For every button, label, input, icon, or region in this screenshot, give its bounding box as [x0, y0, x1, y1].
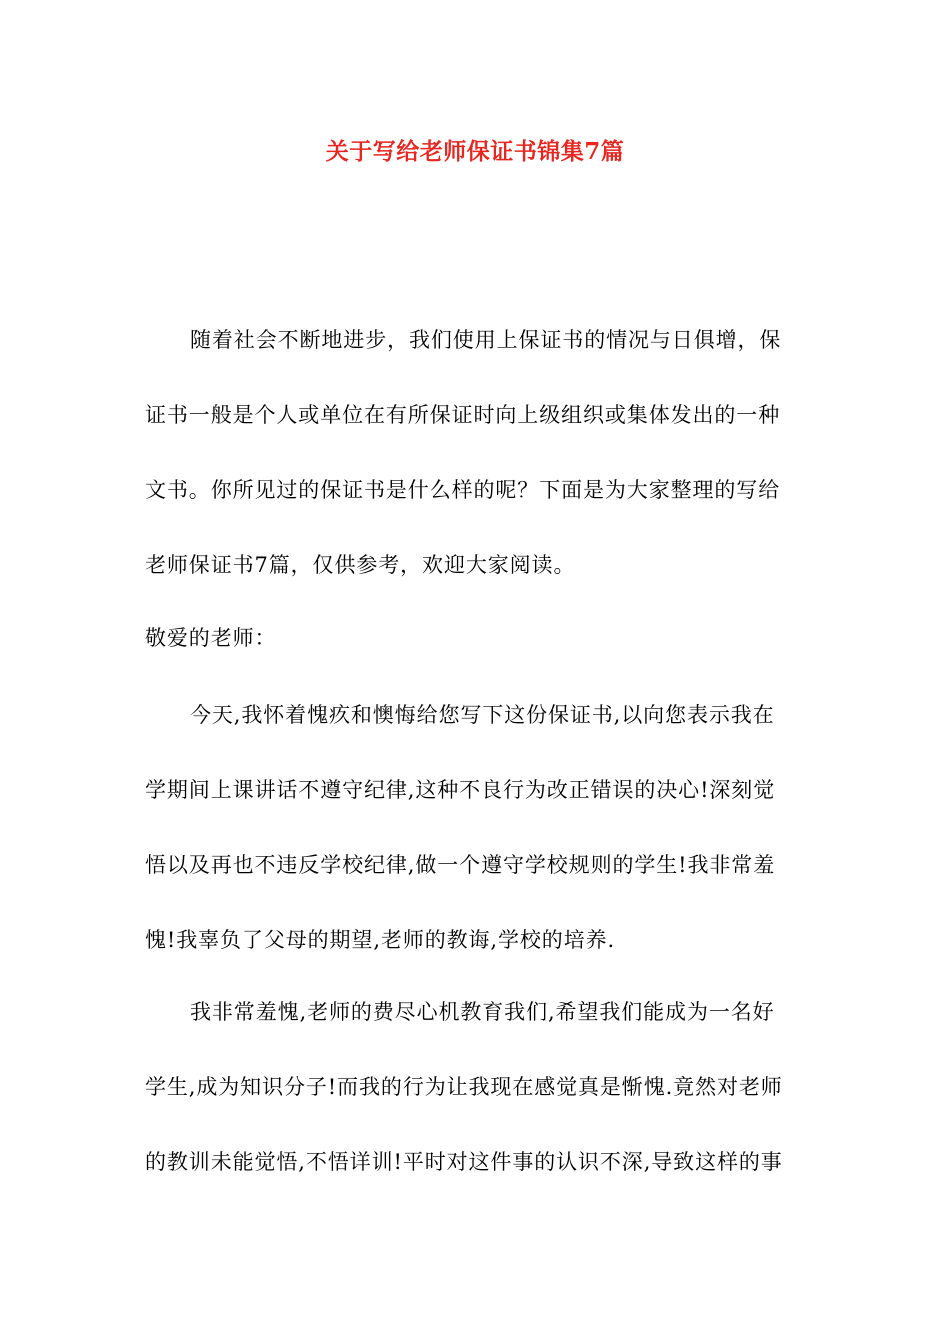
paragraph-line: 文书。你所见过的保证书是什么样的呢？下面是为大家整理的写给 — [145, 478, 781, 502]
paragraph-line: 学生,成为知识分子!而我的行为让我现在感觉真是惭愧.竟然对老师 — [145, 1075, 783, 1099]
document-title: 关于写给老师保证书锦集7篇 — [325, 138, 625, 165]
paragraph-line: 我非常羞愧,老师的费尽心机教育我们,希望我们能成为一名好 — [190, 1000, 775, 1024]
paragraph-line: 随着社会不断地进步，我们使用上保证书的情况与日俱增，保 — [190, 328, 782, 352]
paragraph-line: 证书一般是个人或单位在有所保证时向上级组织或集体发出的一种 — [145, 403, 781, 427]
paragraph-line: 老师保证书7篇，仅供参考，欢迎大家阅读。 — [145, 553, 576, 577]
paragraph-line: 学期间上课讲话不遵守纪律,这种不良行为改正错误的决心!深刻觉 — [145, 778, 776, 802]
salutation-line: 敬爱的老师： — [145, 626, 277, 650]
paragraph-line: 愧!我辜负了父母的期望,老师的教诲,学校的培养. — [145, 928, 616, 952]
paragraph-body-1 — [145, 695, 805, 960]
salutation — [145, 618, 805, 658]
paragraph-line: 今天,我怀着愧疚和懊悔给您写下这份保证书,以向您表示我在 — [190, 703, 775, 727]
paragraph-line: 悟以及再也不违反学校纪律,做一个遵守学校规则的学生!我非常羞 — [145, 853, 776, 877]
paragraph-line: 的教训未能觉悟,不悟详训!平时对这件事的认识不深,导致这样的事 — [145, 1150, 783, 1174]
paragraph-intro — [145, 320, 805, 585]
paragraph-body-2 — [145, 992, 805, 1182]
